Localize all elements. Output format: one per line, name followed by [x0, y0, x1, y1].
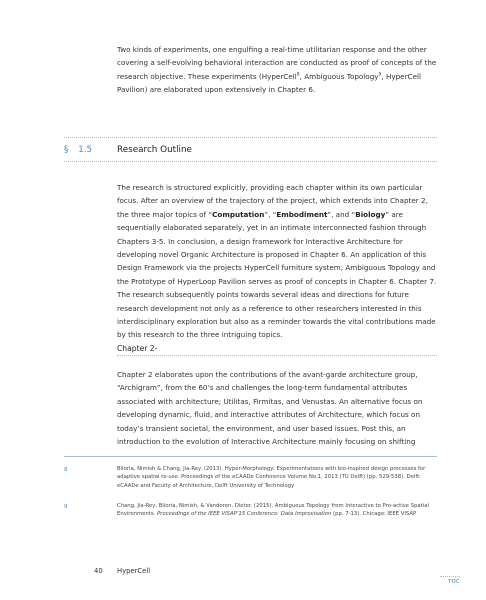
toc-link[interactable]: TOC [448, 579, 460, 585]
outline-paragraph: The research is structured explicitly, providing each chapter within its own particular focus. After an overview of the trajectory of the project, which extends into Chapter 2, the three major topics of “Computation”, “Embodiment”, and “Biology” are sequentially elaborated separately, yet in an intimate interconnected fashion through Chapters 3-5. In conclusion, a design framework for Interactive Architecture for developing novel Organic Architecture is proposed in Chapter 6. An application of this Design Framework via the projects HyperCell furniture system, Ambiguous Topology and the Prototype of HyperLoop Pavilion serves as proof of concepts in Chapter 6. Chapter 7. The research subsequently points towards several ideas and directions for future research development not only as a reference to other researchers interested in this interdisciplinary exploration but also as a reminder towards the vital contributions made by this research to the three intriguing topics. [117, 183, 437, 340]
footnote-ref-8[interactable]: 8 [296, 72, 300, 78]
section-title: Research Outline [117, 145, 192, 155]
footnote-9: Chang, Jia-Rey, Biloria, Nimish, & Vandoren, Dieter. (2015). Ambiguous Topology from Interactive to Pro-active Spatial Environments. Proceedings of the IEEE VISAP’15 Conference: Data Improvisation (pp. 7-13). Chicago: IEEE VISAP [117, 503, 429, 518]
chapter2-heading: Chapter 2- [117, 344, 158, 353]
intro-paragraph: Two kinds of experiments, one engulfing a real-time utilitarian response and the other covering a self-evolving behavioral interaction are conducted as proof of concepts of the research objective. These experiments (HyperCell$^8$, Ambiguous Topology$^9$, HyperCell Pavilion) are elaborated upon extensively in Chapter 6. [117, 45, 437, 95]
section-divider-top [64, 137, 437, 138]
section-symbol: § [64, 145, 69, 155]
footnote-ref-9[interactable]: 9 [378, 72, 382, 78]
toc-divider [440, 576, 460, 577]
footnote-number-9: 9 [64, 504, 68, 510]
footnote-number-8: 8 [64, 467, 68, 473]
page-number: 40 [94, 567, 103, 575]
chapter2-divider [117, 355, 437, 356]
section-number: § 1.5 [64, 145, 92, 155]
chapter2-paragraph: Chapter 2 elaborates upon the contributions of the avant-garde architecture group, “Archigram”, from the 60’s and challenges the long-term fundamental attributes associated with architecture; Utilitas, Firmitas, and Venustas. An alternative focus on developing dynamic, fluid, and interactive attributes of Architecture, which focus on today’s transient societal, the environment, and user based issues. Post this, an introduction to the evolution of Interactive Architecture mainly focusing on shifting [117, 370, 423, 447]
section-divider-bottom [64, 161, 437, 162]
running-title: HyperCell [117, 567, 151, 575]
footnote-8: Biloria, Nimish & Chang, Jia-Rey. (2013). Hyper-Morphology: Experimentations with bio-inspired design processes for adaptive spatial re-use. Proceedings of the eCAADe Conference Volume No.1, 2013 (TU Delft) (pp. 529-538). Delft: eCAADe and Faculty of Architecture, Delft University of Technology [117, 466, 426, 489]
footnote-rule [64, 456, 437, 457]
